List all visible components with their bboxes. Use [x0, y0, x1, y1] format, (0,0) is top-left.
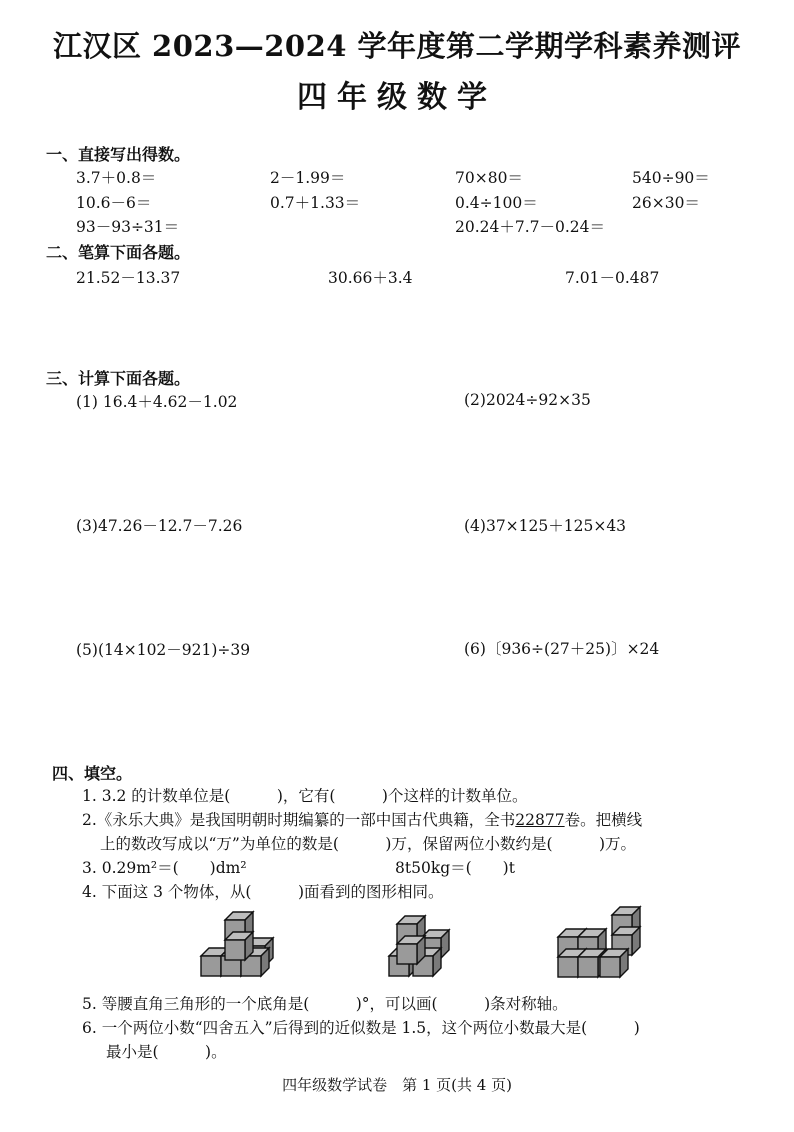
oral-calc-item: 26×30＝ [632, 194, 700, 212]
oral-calc-item: 540÷90＝ [632, 169, 710, 187]
calc-item: (4)37×125＋125×43 [464, 517, 627, 535]
calc-item: (6)〔936÷(27＋25)〕×24 [464, 640, 660, 658]
calc-item: (3)47.26－12.7－7.26 [76, 517, 243, 535]
written-calc-item: 21.52－13.37 [76, 269, 181, 287]
written-calc-item: 30.66＋3.4 [328, 269, 413, 287]
oral-calc-item: 70×80＝ [455, 169, 523, 187]
oral-calc-item: 10.6－6＝ [76, 194, 152, 212]
page-subtitle: 四年级数学 [297, 80, 497, 115]
page-footer: 四年级数学试卷 第 1 页(共 4 页) [282, 1076, 512, 1094]
fill-question-1: 1. 3.2 的计数单位是( )，它有( )个这样的计数单位。 [82, 787, 528, 805]
calc-item: (1) 16.4＋4.62－1.02 [76, 393, 238, 411]
oral-calc-item: 2－1.99＝ [270, 169, 346, 187]
written-calc-item: 7.01－0.487 [565, 269, 660, 287]
oral-calc-item: 93－93÷31＝ [76, 218, 180, 236]
oral-calc-item: 20.24＋7.7－0.24＝ [455, 218, 606, 236]
oral-calc-item: 3.7＋0.8＝ [76, 169, 157, 187]
oral-calc-item: 0.7＋1.33＝ [270, 194, 361, 212]
fill-question-2 [82, 808, 642, 830]
section-4-heading: 四、填空。 [52, 764, 133, 783]
calc-item: (2)2024÷92×35 [464, 391, 591, 409]
cube-figure-3 [552, 905, 652, 985]
fill-question-2-cont: 上的数改写成以“万”为单位的数是( )万，保留两位小数约是( )万。 [100, 835, 637, 853]
calc-item: (5)(14×102－921)÷39 [76, 641, 251, 659]
fill-question-2-number: 22877 [515, 811, 565, 829]
fill-question-2-text-a: 2.《永乐大典》是我国明朝时期编纂的一部中国古代典籍，全书 [82, 811, 516, 829]
fill-question-2-text-b: 卷。把横线 [564, 811, 643, 829]
fill-question-3b: 8t50kg＝( )t [395, 859, 515, 877]
fill-question-3a: 3. 0.29m²＝( )dm² [82, 859, 247, 877]
fill-question-4: 4. 下面这 3 个物体，从( )面看到的图形相同。 [82, 883, 444, 901]
page-title: 江汉区 2023—2024 学年度第二学期学科素养测评 [52, 29, 742, 63]
oral-calc-item: 0.4÷100＝ [455, 194, 538, 212]
cube-figure-2 [385, 908, 465, 984]
cube-figure-1 [195, 908, 295, 984]
fill-question-6: 6. 一个两位小数“四舍五入”后得到的近似数是 1.5，这个两位小数最大是( ) [82, 1019, 640, 1037]
section-1-heading: 一、直接写出得数。 [46, 145, 191, 164]
section-2-heading: 二、笔算下面各题。 [46, 243, 191, 262]
fill-question-6-cont: 最小是( )。 [106, 1043, 227, 1061]
fill-question-5: 5. 等腰直角三角形的一个底角是( )°，可以画( )条对称轴。 [82, 995, 568, 1013]
section-3-heading: 三、计算下面各题。 [46, 369, 191, 388]
